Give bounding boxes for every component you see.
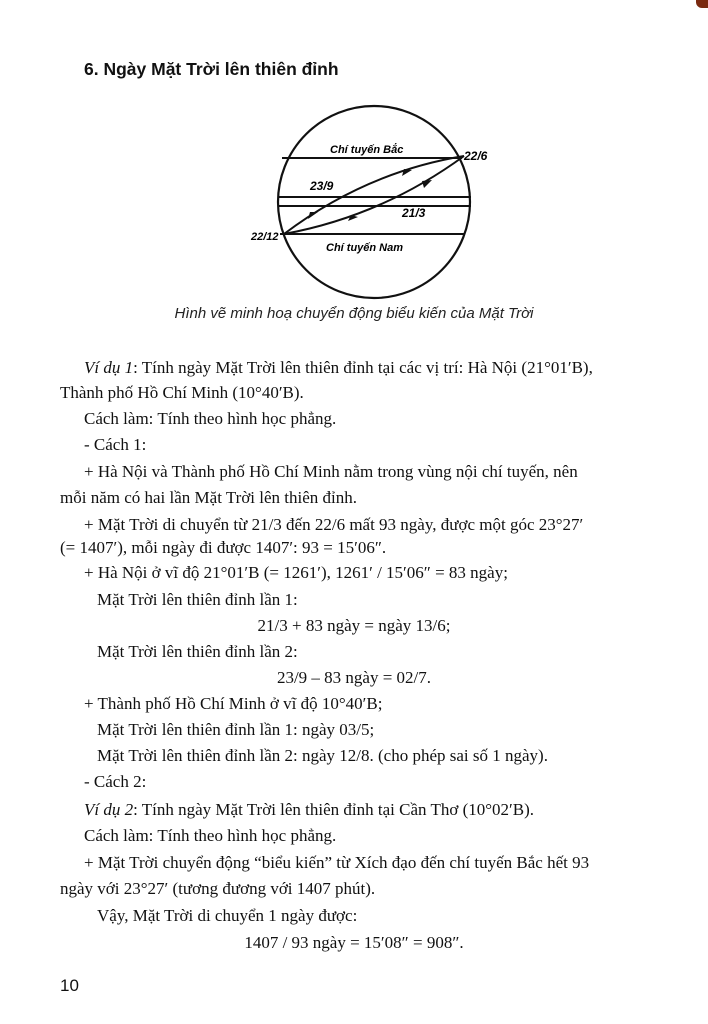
date-jun-label: 22/6 [464,149,488,163]
method-line: Cách làm: Tính theo hình học phẳng. [84,409,337,428]
sun-path-upper [284,156,464,234]
hanoi-second-equation: 23/9 – 83 ngày = 02/7. [276,668,432,687]
globe-circle [278,106,470,298]
paragraph-2-line-1: + Mặt Trời di chuyển từ 21/3 đến 22/6 mất 93 ngày, được một góc 23°27′ [84,515,584,534]
arrow-upper-2 [308,212,318,219]
sun-path-lower [284,156,464,234]
tropic-north-label: Chí tuyến Bắc [330,144,404,156]
final-equation: 1407 / 93 ngày = 15′08″ = 908″. [244,933,464,952]
hcm-first: Mặt Trời lên thiên đỉnh lần 1: ngày 03/5; [97,720,375,739]
example-1-line-2: Thành phố Hồ Chí Minh (10°40′B). [60,383,304,402]
paragraph-2-line-2: (= 1407′), mỗi ngày đi được 1407′: 93 = 15′06″. [60,538,387,557]
method-2-heading: - Cách 2: [84,772,147,791]
corner-mark [696,0,708,8]
date-dec-label: 22/12 [251,231,279,243]
paragraph-1-line-1: + Hà Nội và Thành phố Hồ Chí Minh nằm trong vùng nội chí tuyến, nên [84,462,578,481]
hanoi-first-label: Mặt Trời lên thiên đỉnh lần 1: [97,590,298,609]
paragraph-3: + Hà Nội ở vĩ độ 21°01′B (= 1261′), 1261′ / 15′06″ = 83 ngày; [84,563,508,582]
example-2-label: Ví dụ 2 [84,800,134,819]
date-mar-label: 21/3 [402,206,426,220]
tropic-south-label: Chí tuyến Nam [326,242,404,254]
page-number: 10 [60,976,79,995]
hanoi-second-label: Mặt Trời lên thiên đỉnh lần 2: [97,642,298,661]
example-1-text: : Tính ngày Mặt Trời lên thiên đỉnh tại các vị trí: Hà Nội (21°01′B), [133,358,593,377]
example-1-line-1 [84,358,593,378]
hcm-second: Mặt Trời lên thiên đỉnh lần 2: ngày 12/8. (cho phép sai số 1 ngày). [97,746,548,765]
paragraph-5-line-1: + Mặt Trời chuyển động “biểu kiến” từ Xích đạo đến chí tuyến Bắc hết 93 [84,853,590,872]
date-sep-label: 23/9 [310,179,334,193]
sun-motion-diagram [236,104,516,300]
paragraph-1-line-2: mỗi năm có hai lần Mặt Trời lên thiên đỉnh. [60,488,358,507]
example-2-text: : Tính ngày Mặt Trời lên thiên đỉnh tại Cần Thơ (10°02′B). [133,800,535,819]
section-heading: 6. Ngày Mặt Trời lên thiên đỉnh [84,59,339,79]
example-1-label: Ví dụ 1 [84,358,134,377]
method-2-line: Cách làm: Tính theo hình học phẳng. [84,826,337,845]
arrow-lower-1 [422,180,432,188]
paragraph-6: Vậy, Mặt Trời di chuyển 1 ngày được: [97,906,358,925]
paragraph-4: + Thành phố Hồ Chí Minh ở vĩ độ 10°40′B; [84,694,383,713]
hanoi-first-equation: 21/3 + 83 ngày = ngày 13/6; [257,616,451,635]
paragraph-5-line-2: ngày với 23°27′ (tương đương với 1407 phút). [60,879,376,898]
figure-caption: Hình vẽ minh hoạ chuyển động biểu kiến của Mặt Trời [174,305,534,322]
example-2-line [84,800,534,820]
method-1-heading: - Cách 1: [84,435,147,454]
